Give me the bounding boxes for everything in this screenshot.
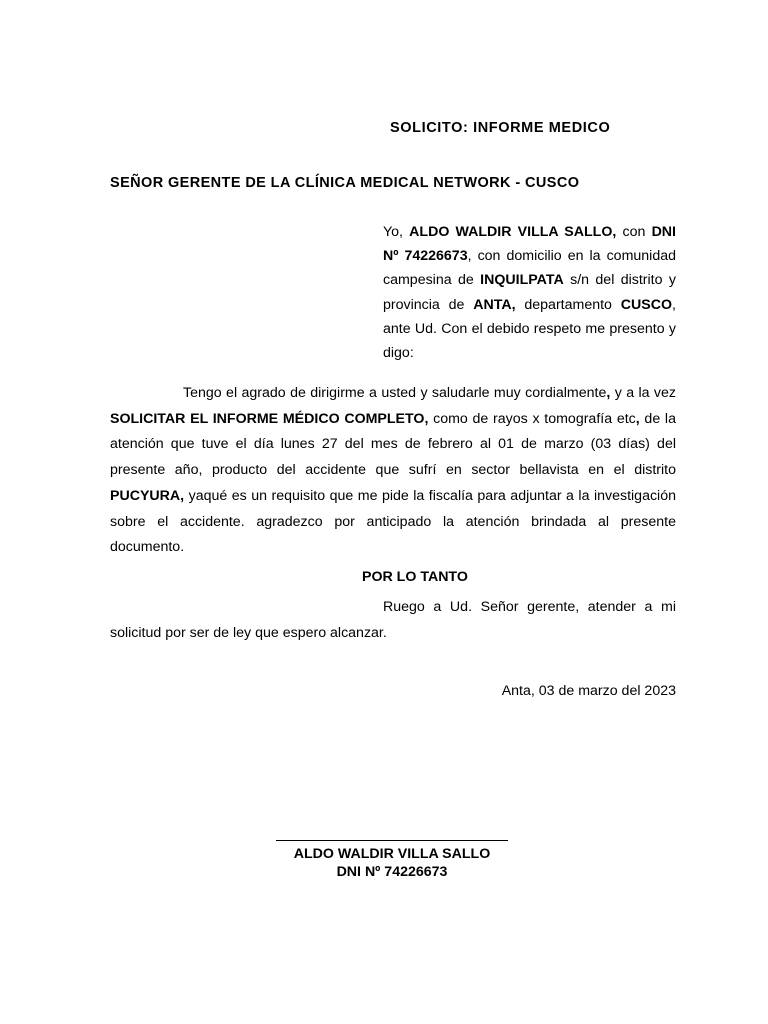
department-name: CUSCO [620,296,673,313]
intro-text: , ante Ud. Con el debido respeto me presento y digo: [383,296,676,362]
therefore-heading: POR LO TANTO [362,569,468,585]
applicant-name: ALDO WALDIR VILLA SALLO, [409,224,617,240]
body-comma: , [635,410,640,427]
district-name: PUCYURA, [110,487,185,504]
province-name: ANTA, [473,296,516,313]
intro-text: Yo, [383,224,410,240]
request-phrase: SOLICITAR EL INFORME MÉDICO COMPLETO, [110,410,429,427]
intro-text: , con domicilio en la comunidad campesina de [383,248,676,289]
body-text: yaqué es un requisito que me pide la fiscalía para adjuntar a la investigación sobre el accidente. agradezco por anticipado la atención brindada al presente documento. [110,487,676,556]
addressee-line: SEÑOR GERENTE DE LA CLÍNICA MEDICAL NETWORK - CUSCO [110,175,580,191]
body-text: de la atención que tuve el día lunes 27 del mes de febrero al 01 de marzo (03 días) del presente año, producto del accidente que sufrí en sector bellavista en el distrito [110,410,676,479]
request-paragraph [110,594,676,646]
intro-text: s/n del distrito y provincia de [383,272,676,313]
body-text: Tengo el agrado de dirigirme a usted y saludarle muy cordialmente [183,385,607,401]
body-text: y a la vez [610,385,676,401]
body-paragraph [110,381,676,561]
request-text: Ruego a Ud. Señor gerente, atender a mi solicitud por ser de ley que espero alcanzar. [110,599,676,641]
signature-line [276,826,508,841]
body-text: como de rayos x tomografía etc [428,410,636,427]
signer-dni: DNI Nº 74226673 [336,864,448,880]
signer-name: ALDO WALDIR VILLA SALLO [293,846,491,862]
date-line: Anta, 03 de marzo del 2023 [501,683,676,699]
subject-line: SOLICITO: INFORME MEDICO [390,120,611,136]
intro-text: con [616,224,652,240]
body-comma: , [606,385,611,401]
applicant-dni: DNI Nº 74226673 [383,224,676,265]
intro-paragraph [383,220,676,365]
community-name: INQUILPATA [480,272,564,289]
intro-text: departamento [515,296,621,313]
